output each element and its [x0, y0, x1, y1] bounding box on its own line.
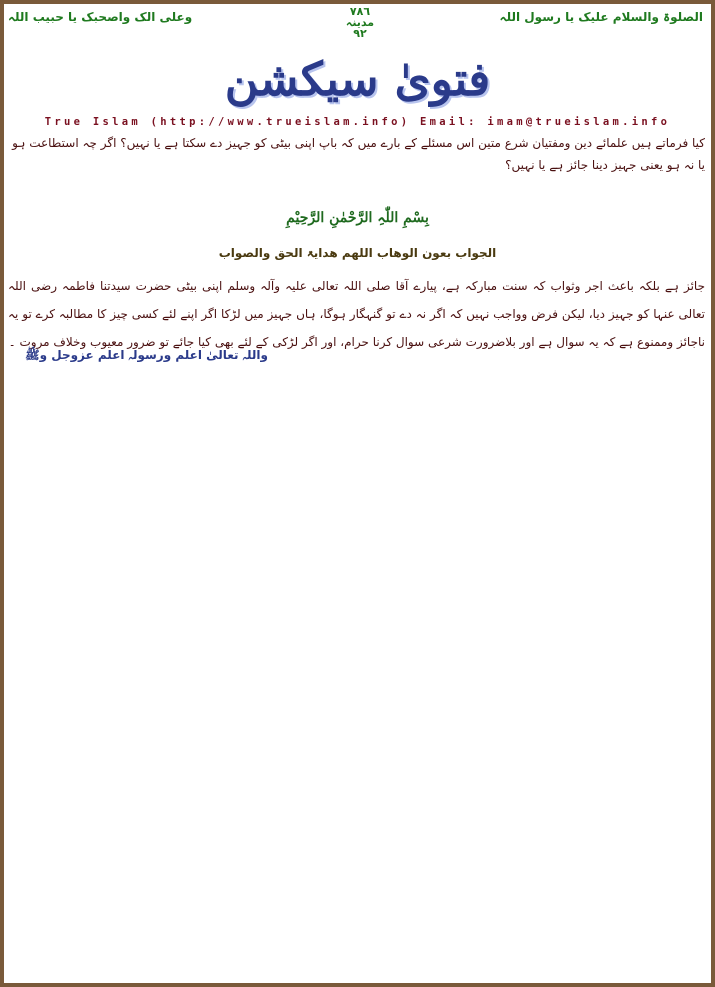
closing-line: واللہ تعالیٰ اعلم ورسولہ اعلم عزوجل وﷺ [25, 348, 268, 362]
page-content [4, 4, 711, 983]
answer-heading: الجواب بعون الوھاب اللھم ھدایۃ الحق والصواب [218, 246, 497, 260]
header-salutation-left: وعلی الک واصحبک یا حبیب اللہ [8, 10, 193, 24]
site-info-line: True Islam (http://www.trueislam.info) Email: imam@trueislam.info [44, 116, 671, 128]
question-text: کیا فرماتے ہیں علمائے دین ومفتیان شرع متین اس مسئلے کے بارے میں کہ باپ اپنی بیٹی کو جہیز دے سکتا ہے یا نہیں؟ اگر چہ استطاعت ہو یا نہ ہو یعنی جہیز دینا جائز ہے یا نہیں؟ [12, 136, 705, 172]
header-center-emblem [342, 6, 378, 39]
page-title: فتویٰ سیکشن [224, 52, 491, 106]
bismillah: بِسْمِ اللّٰہِ الرَّحْمٰنِ الرَّحِیْمِ [286, 210, 429, 226]
header-786: ٧٨٦ [349, 5, 371, 18]
header-salutation-right: الصلوۃ والسلام علیک یا رسول اللہ [499, 10, 703, 24]
answer-text: جائز ہے بلکہ باعث اجر وثواب کہ سنت مبارکہ ہے، پیارے آقا صلی اللہ تعالی علیہ وآلہ وسلم اپنی بیٹی حضرت سیدتنا فاطمہ رضی اللہ تعالی عنہا کو جہیز دیا، لیکن فرض وواجب نہیں کہ اگر نہ دے تو گنہگار ہوگا، ہاں جہیز میں لڑکا اگر اپنے لئے کسی چیز کا مطالبہ کرے تو یہ ناجائز وممنوع ہے کہ یہ سوال ہے اور بلاضرورت شرعی سوال کرنا حرام، اور اگر لڑکی کے لئے بھی کیا جائے تو ضرور معیوب وخلاف مروت ۔ [8, 279, 705, 349]
header-92: ٩٢ [353, 27, 367, 40]
header-madina: مدینہ [345, 16, 375, 29]
